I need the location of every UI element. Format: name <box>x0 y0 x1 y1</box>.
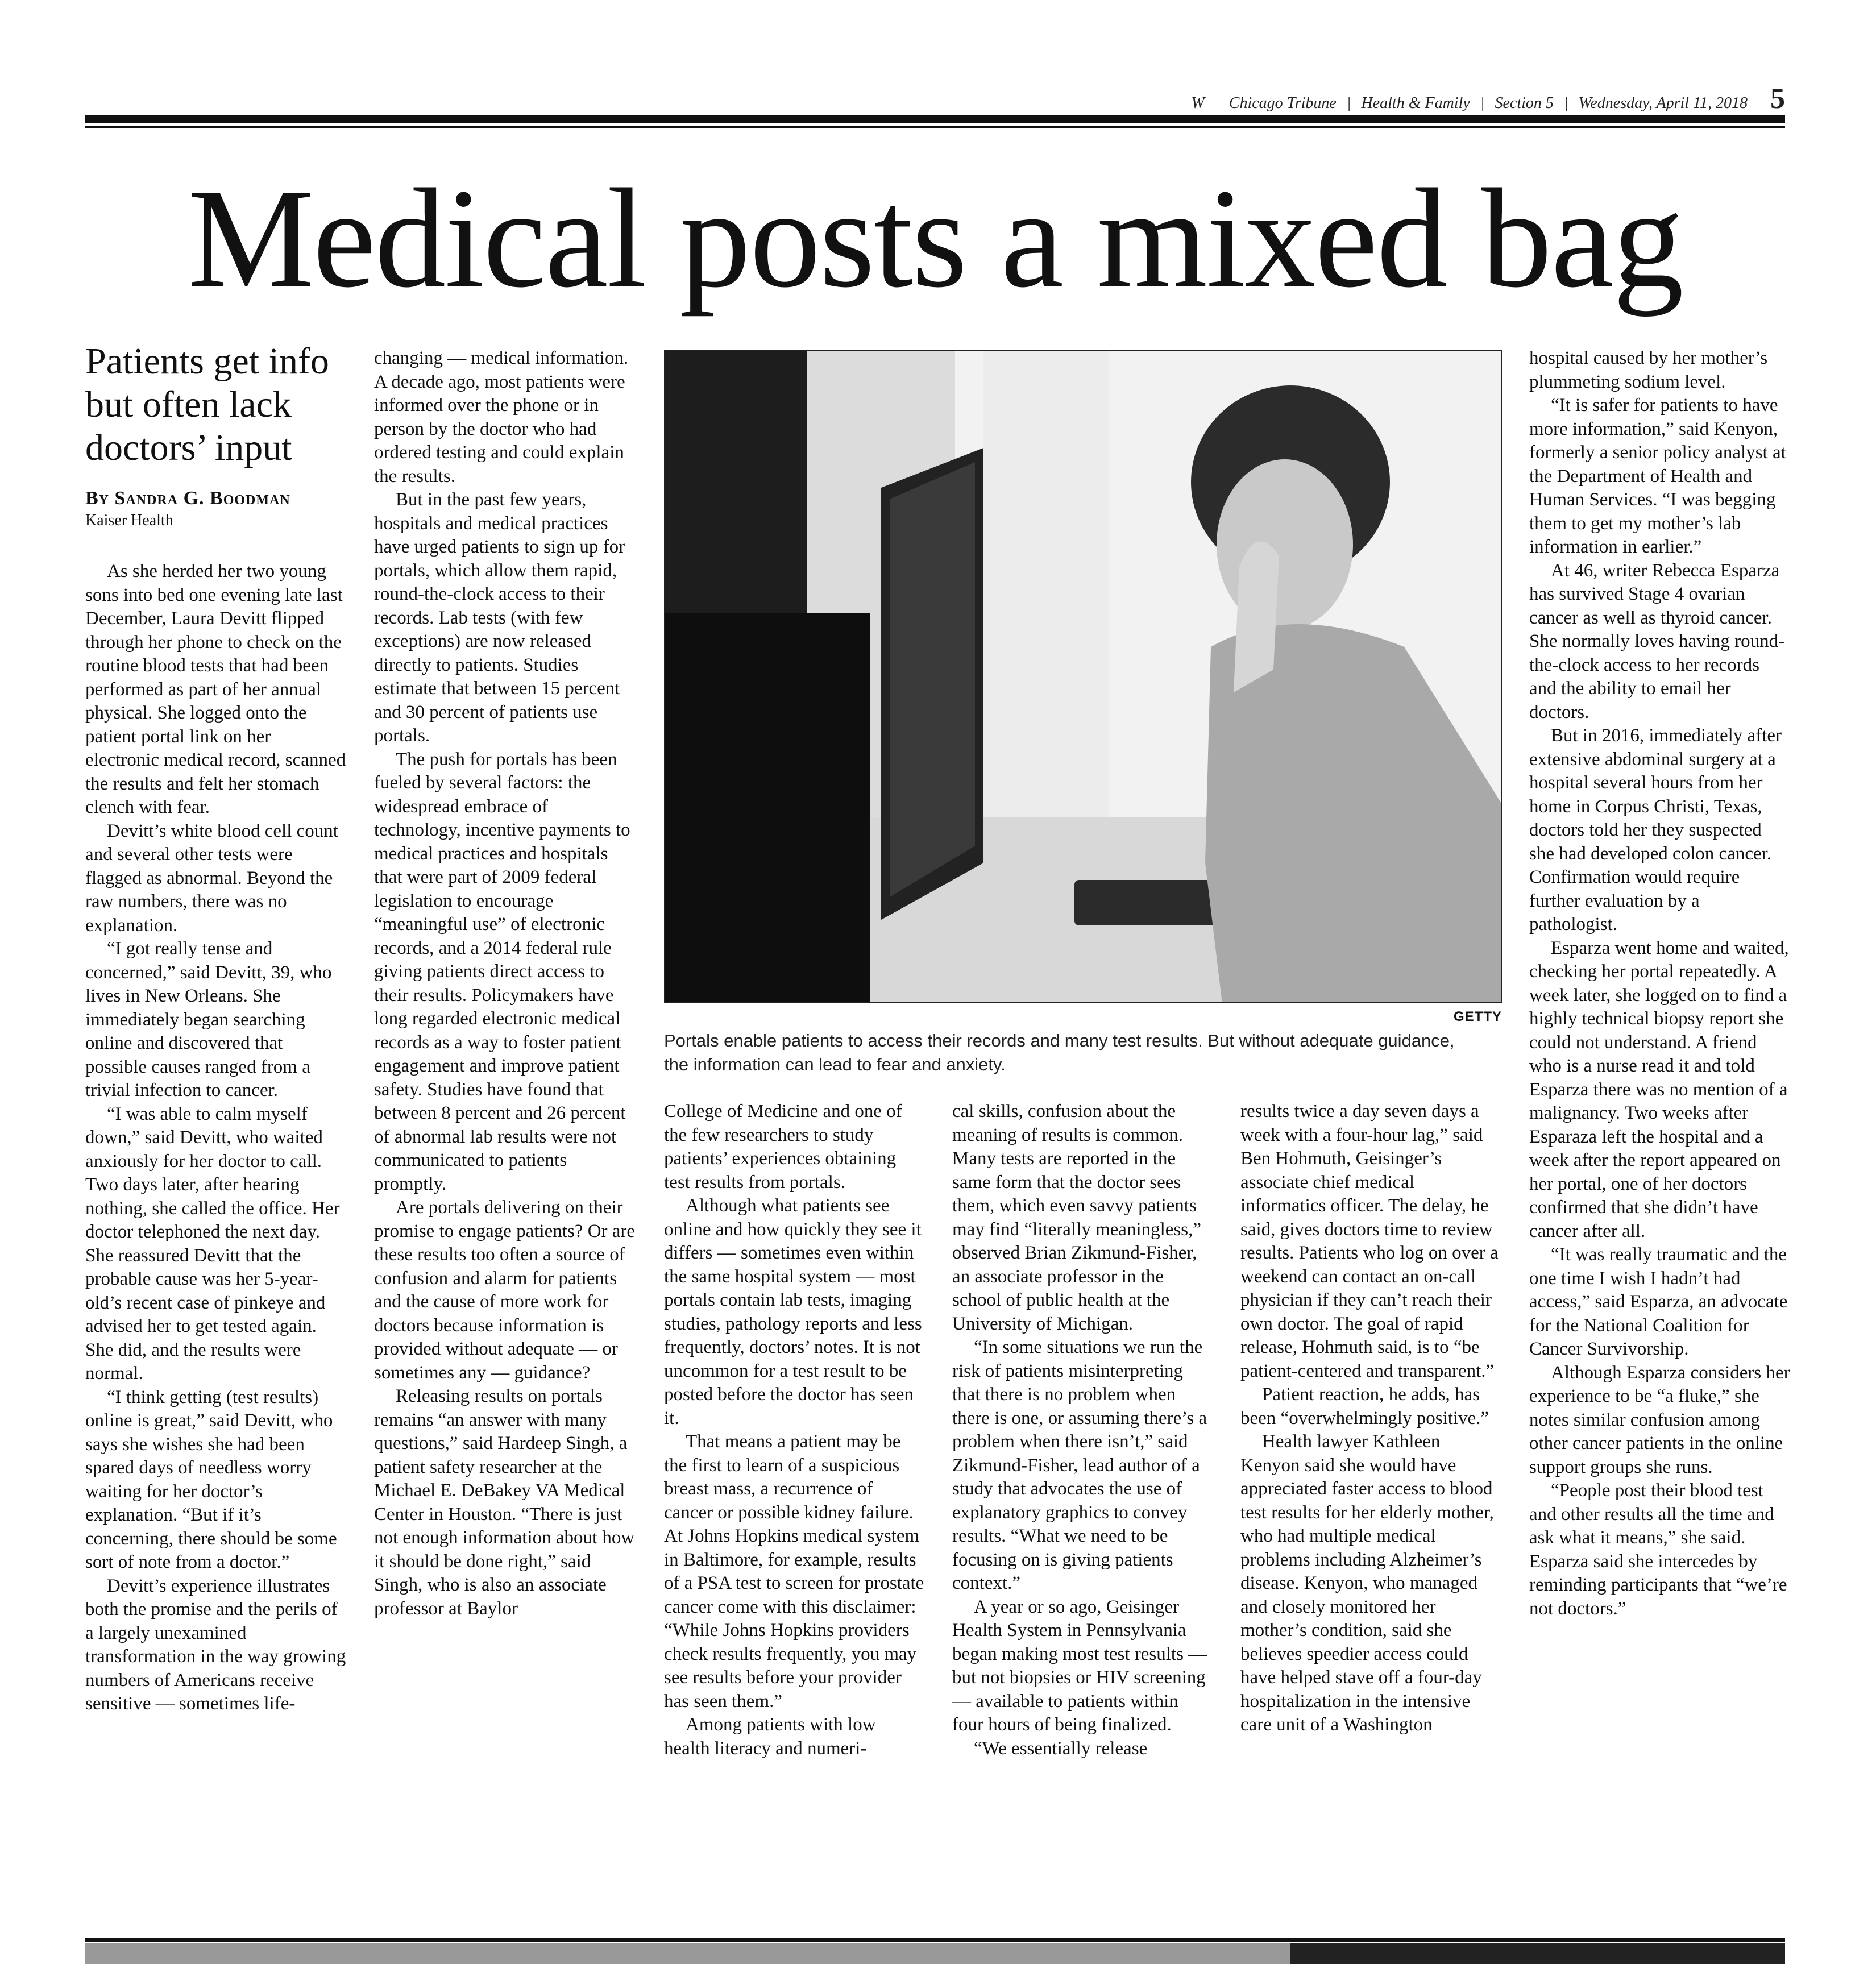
paragraph: Devitt’s experience illustrates both the promise and the perils of a largely unexamined transformation in the way growing numbers of Americans receive sensitive — sometimes life- <box>85 1575 346 1714</box>
paragraph: That means a patient may be the first to learn of a suspicious breast mass, a recurrence of cancer or possible kidney failure. At Johns Hopkins medical system in Baltimore, for example, results of a PSA test to screen for prostate cancer come with this disclaimer: “While Johns Hopkins providers check results frequently, you may see results before your provider has seen them.” <box>664 1431 924 1712</box>
paragraph: hospital caused by her mother’s plummeting sodium level. <box>1529 348 1768 392</box>
paragraph: changing — medical information. A decade ago, most patients were informed over the phone or in person by the doctor who had ordered testing and could explain the results. <box>374 348 629 487</box>
column-2 <box>374 347 636 1621</box>
paragraph: The push for portals has been fueled by several factors: the widespread embrace of technology, incentive payments to medical practices and hospitals that were part of 2009 federal legislation to encourage “meaningful use” of electronic records, and a 2014 federal rule giving patients direct access to their results. Policymakers have long regarded electronic medical records as a way to foster patient engagement and improve patient safety. Studies have found that between 8 percent and 26 percent of abnormal lab results were not communicated to patients promptly. <box>374 749 630 1194</box>
photo-credit: GETTY <box>1453 1009 1502 1024</box>
paragraph: “It was really traumatic and the one time I wish I hadn’t had access,” said Esparza, an advocate for the National Coalition for Cancer Survivorship. <box>1529 1244 1788 1359</box>
column-3 <box>664 1100 925 1760</box>
paragraph: “I think getting (test results) online is great,” said Devitt, who says she wishes she had been spared days of needless worry waiting for her doctor’s explanation. “But if it’s concerning, there should be some sort of note from a doctor.” <box>85 1386 337 1572</box>
paragraph: At 46, writer Rebecca Esparza has survived Stage 4 ovarian cancer as well as thyroid cancer. She normally loves having round-the-clock access to her records and the ability to email her doctors. <box>1529 560 1785 723</box>
column-1 <box>85 560 347 1716</box>
paragraph: As she herded her two young sons into bed one evening late last December, Laura Devitt flipped through her phone to check on the routine blood tests that had been performed as part of her annual physical. She logged onto the patient portal link on her electronic medical record, scanned the results and felt her stomach clench with fear. <box>85 561 346 817</box>
woman-at-computer-illustration <box>665 351 1502 1003</box>
paragraph: But in the past few years, hospitals and medical practices have urged patients to sign up for portals, which allow them rapid, round-the-clock access to their records. Lab tests (with few exceptions) are now released directly to patients. Studies estimate that between 15 percent and 30 percent of patients use portals. <box>374 489 625 746</box>
section-number: Section 5 <box>1495 94 1554 112</box>
section-name: Health & Family <box>1361 94 1470 112</box>
paragraph: “We essentially release <box>974 1738 1148 1759</box>
column-4 <box>952 1100 1214 1760</box>
paragraph: Esparza went home and waited, checking her portal repeatedly. A week later, she logged on to find a highly technical biopsy report she could not understand. A friend who is a nurse read it and told Esparza there was no mention of a malignancy. Two weeks after Esparaza left the hospital and a week after the report appeared on her portal, one of her doctors confirmed that she didn’t have cancer after all. <box>1529 937 1789 1241</box>
paragraph: Patient reaction, he adds, has been “overwhelmingly positive.” <box>1240 1384 1489 1429</box>
page-header: W Chicago Tribune | Health & Family | Section 5 | Wednesday, April 11, 2018 5 <box>1191 82 1785 115</box>
paragraph: Devitt’s white blood cell count and several other tests were flagged as abnormal. Beyond the raw numbers, there was no explanation. <box>85 820 338 936</box>
paper-name: Chicago Tribune <box>1228 94 1337 112</box>
byline-name: Sandra G. Boodman <box>114 488 290 509</box>
paragraph: Are portals delivering on their promise to engage patients? Or are these results too often a source of confusion and alarm for patients and the cause of more work for doctors because information is provided without adequate — or sometimes any — guidance? <box>374 1197 636 1383</box>
paragraph: Releasing results on portals remains “an answer with many questions,” said Hardeep Singh, a patient safety researcher at the Michael E. DeBakey VA Medical Center in Houston. “There is just not enough information about how it should be done right,” said Singh, who is also an associate professor at Baylor <box>374 1386 635 1619</box>
article-photo <box>664 350 1502 1003</box>
header-rule <box>85 115 1785 123</box>
byline-prefix: By <box>85 488 110 509</box>
column-5 <box>1240 1100 1502 1737</box>
deck: Patients get info but often lack doctors’ input <box>85 341 329 468</box>
paragraph: results twice a day seven days a week with a four-hour lag,” said Ben Hohmuth, Geisinger’s associate chief medical informatics officer. The delay, he said, gives doctors time to review results. Patients who log on over a weekend can contact an on-call physician if they can’t reach their own doctor. The goal of rapid release, Hohmuth said, is to “be patient-centered and transparent.” <box>1240 1101 1499 1381</box>
paragraph: Although Esparza considers her experience to be “a fluke,” she notes similar confusion among other cancer patients in the online support groups she runs. <box>1529 1362 1790 1477</box>
paragraph: “It is safer for patients to have more information,” said Kenyon, formerly a senior policy analyst at the Department of Health and Human Services. “I was begging them to get my mother’s lab information in earlier.” <box>1529 395 1786 557</box>
issue-date: Wednesday, April 11, 2018 <box>1578 94 1748 112</box>
paragraph: But in 2016, immediately after extensive abdominal surgery at a hospital several hours from her home in Corpus Christi, Texas, doctors told her they suspected she had developed colon cancer. Confirmation would require further evaluation by a pathologist. <box>1529 725 1782 935</box>
paragraph: “In some situations we run the risk of patients misinterpreting that there is no problem when there is one, or assuming there’s a problem when there isn’t,” said Zikmund-Fisher, lead author of a study that advocates the use of explanatory graphics to convey results. “What we need to be focusing on is giving patients context.” <box>952 1337 1207 1593</box>
paragraph: Health lawyer Kathleen Kenyon said she would have appreciated faster access to blood test results for her elderly mother, who had multiple medical problems including Alzheimer’s disease. Kenyon, who managed and closely monitored her mother’s condition, said she believes speedier access could have helped stave off a four-day hospitalization in the intensive care unit of a Washington <box>1240 1431 1494 1735</box>
paragraph: Although what patients see online and how quickly they see it differs — sometimes even within the same hospital system — most portals contain lab tests, imaging studies, pathology reports and less frequently, doctors’ notes. It is not uncommon for a test result to be posted before the doctor has seen it. <box>664 1195 922 1429</box>
column-6 <box>1529 347 1791 1621</box>
paragraph: College of Medicine and one of the few researchers to study patients’ experiences obtaining test results from portals. <box>664 1101 902 1193</box>
header-rule-thin <box>85 126 1785 128</box>
page-number: 5 <box>1770 82 1785 115</box>
paragraph: “I got really tense and concerned,” said Devitt, 39, who lives in New Orleans. She immediately began searching online and discovered that possible causes ranged from a trivial infection to cancer. <box>85 939 332 1101</box>
paragraph: A year or so ago, Geisinger Health System in Pennsylvania began making most test results — but not biopsies or HIV screening — available to patients within four hours of being finalized. <box>952 1596 1207 1735</box>
edition-mark: W <box>1191 94 1205 112</box>
headline: Medical posts a mixed bag <box>188 160 1683 317</box>
next-content-box <box>1290 1943 1785 1964</box>
bottom-rule <box>85 1938 1785 1942</box>
photo-caption: Portals enable patients to access their records and many test results. But without adequate guidance, the information can lead to fear and anxiety. <box>664 1031 1455 1074</box>
byline <box>85 488 352 509</box>
paragraph: “I was able to calm myself down,” said Devitt, who waited anxiously for her doctor to call. Two days later, after hearing nothing, she called the office. Her doctor telephoned the next day. She reassured Devitt that the probable cause was her 5-year-old’s recent case of pinkeye and advised her to get tested again. She did, and the results were normal. <box>85 1103 340 1384</box>
paragraph: Among patients with low health literacy and numeri- <box>664 1714 876 1759</box>
paragraph: cal skills, confusion about the meaning of results is common. Many tests are reported in the same form that the doctor sees them, which even savvy patients may find “literally meaningless,” observed Brian Zikmund-Fisher, an associate professor in the school of public health at the University of Michigan. <box>952 1101 1202 1334</box>
byline-org: Kaiser Health <box>85 512 173 529</box>
paragraph: “People post their blood test and other results all the time and ask what it means,” she said. Esparza said she intercedes by reminding participants that “we’re not doctors.” <box>1529 1480 1787 1619</box>
